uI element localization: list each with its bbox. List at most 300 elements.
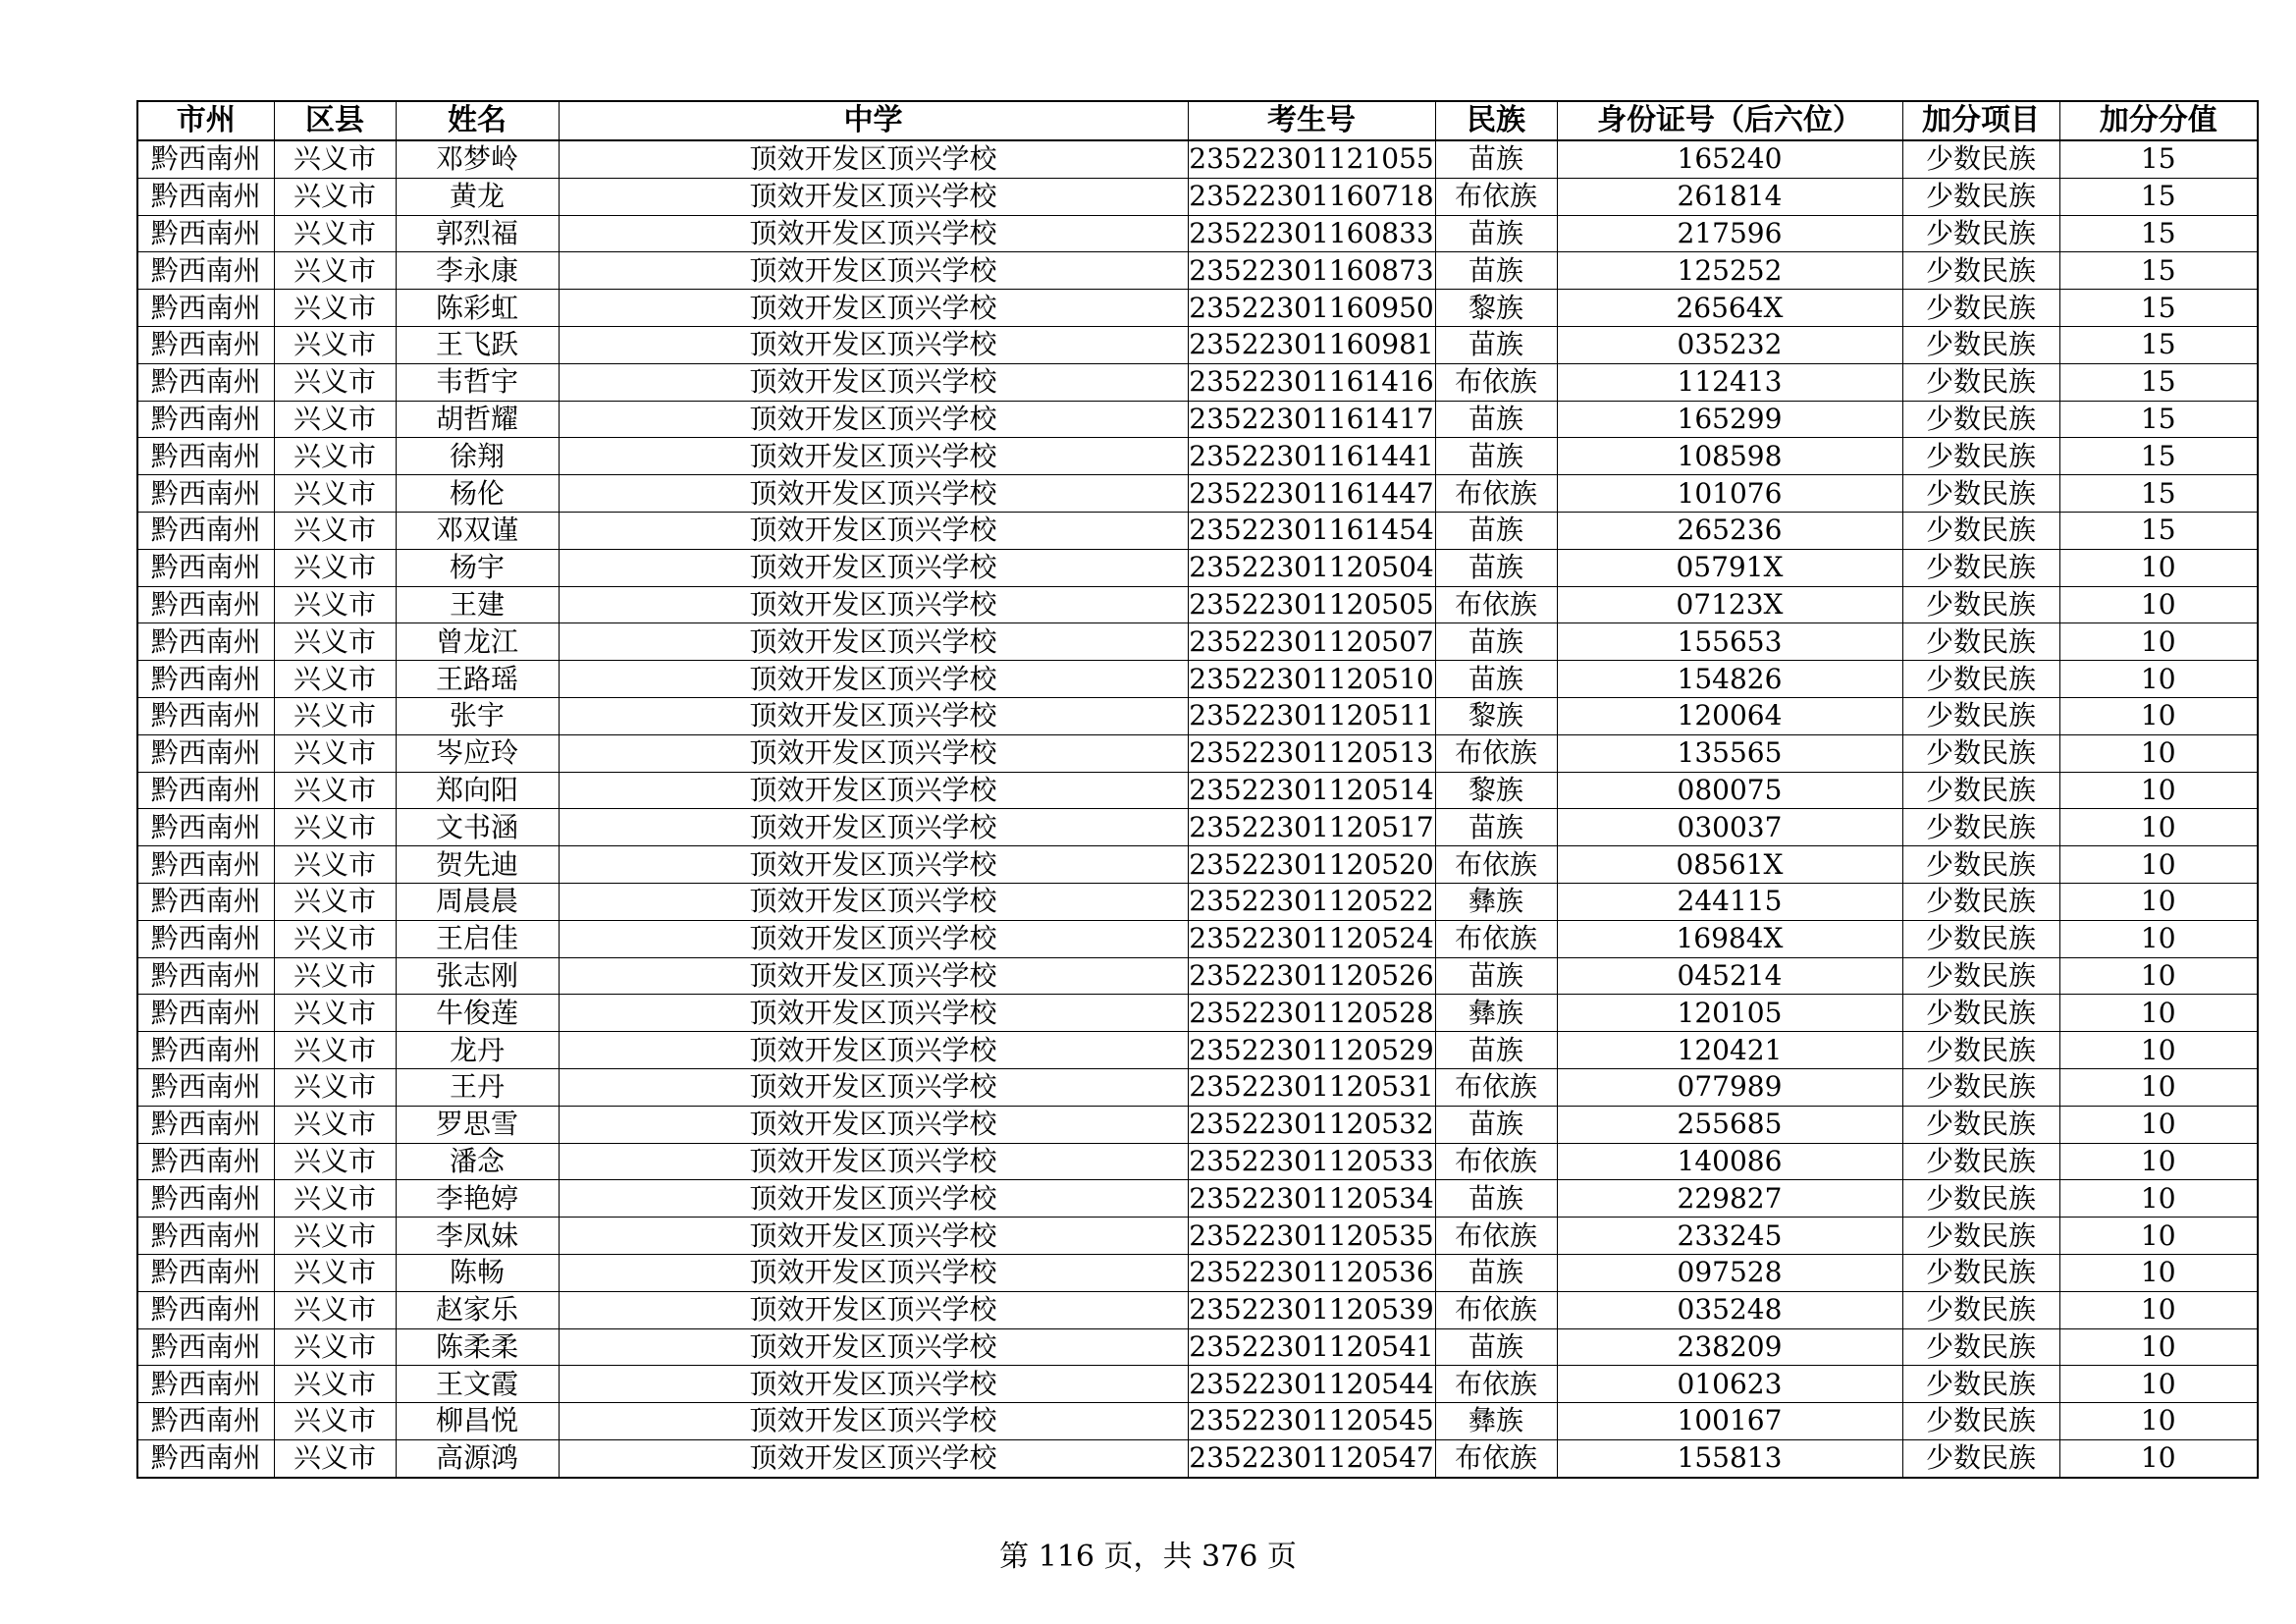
name-cell: 张志刚 [396,957,559,995]
id-suffix-cell: 030037 [1557,809,1902,846]
bonus-item-cell: 少数民族 [1902,252,2059,290]
county-cell: 兴义市 [274,1143,396,1180]
id-suffix-cell: 165299 [1557,401,1902,438]
school-cell: 顶效开发区顶兴学校 [559,697,1188,734]
table-row [137,1254,2258,1291]
city-cell: 黔西南州 [137,549,274,586]
city-cell: 黔西南州 [137,772,274,809]
ethnicity-cell: 黎族 [1435,697,1557,734]
id-suffix-cell: 125252 [1557,252,1902,290]
name-cell: 胡哲耀 [396,401,559,438]
city-cell: 黔西南州 [137,1106,274,1143]
bonus-item-cell: 少数民族 [1902,1180,2059,1218]
ethnicity-cell: 布依族 [1435,178,1557,215]
city-cell: 黔西南州 [137,1291,274,1328]
table-row [137,475,2258,513]
ethnicity-cell: 布依族 [1435,1366,1557,1403]
school-cell: 顶效开发区顶兴学校 [559,512,1188,549]
name-cell: 李永康 [396,252,559,290]
table-row [137,252,2258,290]
bonus-item-cell: 少数民族 [1902,697,2059,734]
exam-number-cell: 23522301161441 [1188,438,1435,475]
school-cell: 顶效开发区顶兴学校 [559,586,1188,623]
name-cell: 郑向阳 [396,772,559,809]
id-suffix-cell: 140086 [1557,1143,1902,1180]
exam-number-cell: 23522301160718 [1188,178,1435,215]
bonus-item-cell: 少数民族 [1902,883,2059,920]
city-cell: 黔西南州 [137,1254,274,1291]
name-cell: 郭烈福 [396,215,559,252]
table-row [137,178,2258,215]
table-row [137,401,2258,438]
bonus-points-cell: 10 [2059,1106,2258,1143]
table-row [137,363,2258,401]
bonus-item-cell: 少数民族 [1902,475,2059,513]
city-cell: 黔西南州 [137,734,274,772]
bonus-item-cell: 少数民族 [1902,586,2059,623]
id-suffix-cell: 080075 [1557,772,1902,809]
name-cell: 罗思雪 [396,1106,559,1143]
bonus-item-cell: 少数民族 [1902,846,2059,884]
name-cell: 王建 [396,586,559,623]
school-cell: 顶效开发区顶兴学校 [559,1032,1188,1069]
table-row [137,995,2258,1032]
name-cell: 王路瑶 [396,661,559,698]
id-suffix-cell: 100167 [1557,1403,1902,1440]
bonus-points-cell: 10 [2059,549,2258,586]
county-cell: 兴义市 [274,809,396,846]
ethnicity-cell: 苗族 [1435,1032,1557,1069]
id-suffix-cell: 135565 [1557,734,1902,772]
id-suffix-cell: 154826 [1557,661,1902,698]
county-cell: 兴义市 [274,252,396,290]
county-cell: 兴义市 [274,215,396,252]
bonus-item-cell: 少数民族 [1902,512,2059,549]
bonus-points-cell: 10 [2059,1032,2258,1069]
school-cell: 顶效开发区顶兴学校 [559,475,1188,513]
school-cell: 顶效开发区顶兴学校 [559,1291,1188,1328]
id-suffix-cell: 155653 [1557,623,1902,661]
bonus-points-cell: 10 [2059,1328,2258,1366]
table-row [137,290,2258,327]
exam-number-cell: 23522301120531 [1188,1068,1435,1106]
ethnicity-cell: 彝族 [1435,1403,1557,1440]
school-cell: 顶效开发区顶兴学校 [559,1403,1188,1440]
school-cell: 顶效开发区顶兴学校 [559,1106,1188,1143]
name-cell: 陈畅 [396,1254,559,1291]
table-row [137,1291,2258,1328]
ethnicity-cell: 彝族 [1435,995,1557,1032]
id-suffix-cell: 26564X [1557,290,1902,327]
bonus-points-cell: 15 [2059,140,2258,178]
school-cell: 顶效开发区顶兴学校 [559,363,1188,401]
id-suffix-cell: 045214 [1557,957,1902,995]
table-row [137,1403,2258,1440]
city-cell: 黔西南州 [137,920,274,957]
county-cell: 兴义市 [274,1439,396,1477]
id-suffix-cell: 155813 [1557,1439,1902,1477]
ethnicity-cell: 布依族 [1435,1068,1557,1106]
city-cell: 黔西南州 [137,846,274,884]
city-cell: 黔西南州 [137,809,274,846]
city-cell: 黔西南州 [137,1180,274,1218]
exam-number-cell: 23522301120529 [1188,1032,1435,1069]
exam-number-cell: 23522301160981 [1188,326,1435,363]
id-suffix-cell: 261814 [1557,178,1902,215]
column-header-bonus-points: 加分分值 [2059,101,2258,140]
ethnicity-cell: 苗族 [1435,401,1557,438]
school-cell: 顶效开发区顶兴学校 [559,1328,1188,1366]
county-cell: 兴义市 [274,1218,396,1255]
school-cell: 顶效开发区顶兴学校 [559,1068,1188,1106]
exam-number-cell: 23522301120534 [1188,1180,1435,1218]
school-cell: 顶效开发区顶兴学校 [559,178,1188,215]
county-cell: 兴义市 [274,1106,396,1143]
bonus-points-cell: 10 [2059,1254,2258,1291]
bonus-points-cell: 10 [2059,883,2258,920]
exam-number-cell: 23522301120536 [1188,1254,1435,1291]
city-cell: 黔西南州 [137,326,274,363]
school-cell: 顶效开发区顶兴学校 [559,215,1188,252]
city-cell: 黔西南州 [137,1403,274,1440]
school-cell: 顶效开发区顶兴学校 [559,883,1188,920]
table-row [137,957,2258,995]
bonus-item-cell: 少数民族 [1902,920,2059,957]
exam-number-cell: 23522301120539 [1188,1291,1435,1328]
school-cell: 顶效开发区顶兴学校 [559,809,1188,846]
exam-number-cell: 23522301161454 [1188,512,1435,549]
ethnicity-cell: 布依族 [1435,363,1557,401]
bonus-points-cell: 10 [2059,1366,2258,1403]
column-header-bonus-item: 加分项目 [1902,101,2059,140]
county-cell: 兴义市 [274,697,396,734]
bonus-item-cell: 少数民族 [1902,549,2059,586]
table-row [137,883,2258,920]
bonus-points-cell: 15 [2059,215,2258,252]
school-cell: 顶效开发区顶兴学校 [559,772,1188,809]
id-suffix-cell: 077989 [1557,1068,1902,1106]
ethnicity-cell: 苗族 [1435,215,1557,252]
city-cell: 黔西南州 [137,1439,274,1477]
county-cell: 兴义市 [274,1291,396,1328]
city-cell: 黔西南州 [137,586,274,623]
exam-number-cell: 23522301160833 [1188,215,1435,252]
table-row [137,661,2258,698]
ethnicity-cell: 苗族 [1435,140,1557,178]
city-cell: 黔西南州 [137,252,274,290]
county-cell: 兴义市 [274,1032,396,1069]
bonus-points-cell: 10 [2059,995,2258,1032]
id-suffix-cell: 05791X [1557,549,1902,586]
county-cell: 兴义市 [274,438,396,475]
table-row [137,1106,2258,1143]
county-cell: 兴义市 [274,401,396,438]
table-row [137,920,2258,957]
bonus-item-cell: 少数民族 [1902,1068,2059,1106]
id-suffix-cell: 229827 [1557,1180,1902,1218]
name-cell: 赵家乐 [396,1291,559,1328]
column-header-city: 市州 [137,101,274,140]
table-row [137,697,2258,734]
table-row [137,586,2258,623]
id-suffix-cell: 08561X [1557,846,1902,884]
column-header-name: 姓名 [396,101,559,140]
county-cell: 兴义市 [274,475,396,513]
ethnicity-cell: 彝族 [1435,883,1557,920]
school-cell: 顶效开发区顶兴学校 [559,252,1188,290]
id-suffix-cell: 255685 [1557,1106,1902,1143]
school-cell: 顶效开发区顶兴学校 [559,438,1188,475]
name-cell: 贺先迪 [396,846,559,884]
bonus-points-cell: 10 [2059,1180,2258,1218]
id-suffix-cell: 101076 [1557,475,1902,513]
name-cell: 潘念 [396,1143,559,1180]
county-cell: 兴义市 [274,290,396,327]
name-cell: 曾龙江 [396,623,559,661]
ethnicity-cell: 布依族 [1435,586,1557,623]
city-cell: 黔西南州 [137,215,274,252]
name-cell: 邓梦岭 [396,140,559,178]
bonus-points-cell: 10 [2059,661,2258,698]
table-row [137,438,2258,475]
city-cell: 黔西南州 [137,661,274,698]
table-body [137,140,2258,1478]
table-row [137,1032,2258,1069]
county-cell: 兴义市 [274,512,396,549]
table-row [137,846,2258,884]
name-cell: 龙丹 [396,1032,559,1069]
table-row [137,623,2258,661]
name-cell: 岑应玲 [396,734,559,772]
bonus-points-cell: 10 [2059,697,2258,734]
table-row [137,326,2258,363]
name-cell: 邓双谨 [396,512,559,549]
school-cell: 顶效开发区顶兴学校 [559,1218,1188,1255]
exam-number-cell: 23522301161447 [1188,475,1435,513]
id-suffix-cell: 165240 [1557,140,1902,178]
id-suffix-cell: 244115 [1557,883,1902,920]
ethnicity-cell: 苗族 [1435,957,1557,995]
page-footer: 第 116 页，共 376 页 [999,1540,1297,1574]
bonus-points-cell: 10 [2059,846,2258,884]
table-row [137,140,2258,178]
id-suffix-cell: 217596 [1557,215,1902,252]
exam-number-cell: 23522301120511 [1188,697,1435,734]
bonus-points-cell: 10 [2059,1403,2258,1440]
county-cell: 兴义市 [274,846,396,884]
column-header-exam-number: 考生号 [1188,101,1435,140]
name-cell: 张宇 [396,697,559,734]
bonus-item-cell: 少数民族 [1902,401,2059,438]
exam-number-cell: 23522301120526 [1188,957,1435,995]
bonus-item-cell: 少数民族 [1902,734,2059,772]
name-cell: 黄龙 [396,178,559,215]
table-row [137,1143,2258,1180]
county-cell: 兴义市 [274,957,396,995]
id-suffix-cell: 07123X [1557,586,1902,623]
city-cell: 黔西南州 [137,623,274,661]
ethnicity-cell: 苗族 [1435,809,1557,846]
exam-number-cell: 23522301120513 [1188,734,1435,772]
school-cell: 顶效开发区顶兴学校 [559,290,1188,327]
bonus-points-cell: 10 [2059,1068,2258,1106]
id-suffix-cell: 120105 [1557,995,1902,1032]
bonus-item-cell: 少数民族 [1902,1439,2059,1477]
ethnicity-cell: 布依族 [1435,734,1557,772]
city-cell: 黔西南州 [137,1218,274,1255]
table-row [137,1328,2258,1366]
id-suffix-cell: 238209 [1557,1328,1902,1366]
exam-number-cell: 23522301120507 [1188,623,1435,661]
bonus-item-cell: 少数民族 [1902,326,2059,363]
column-header-ethnicity: 民族 [1435,101,1557,140]
id-suffix-cell: 120421 [1557,1032,1902,1069]
name-cell: 韦哲宇 [396,363,559,401]
county-cell: 兴义市 [274,1180,396,1218]
city-cell: 黔西南州 [137,178,274,215]
id-suffix-cell: 035248 [1557,1291,1902,1328]
id-suffix-cell: 035232 [1557,326,1902,363]
exam-number-cell: 23522301120544 [1188,1366,1435,1403]
name-cell: 李艳婷 [396,1180,559,1218]
city-cell: 黔西南州 [137,883,274,920]
ethnicity-cell: 苗族 [1435,1106,1557,1143]
table-row [137,549,2258,586]
column-header-id-suffix: 身份证号（后六位） [1557,101,1902,140]
id-suffix-cell: 112413 [1557,363,1902,401]
county-cell: 兴义市 [274,1328,396,1366]
bonus-points-cell: 15 [2059,290,2258,327]
ethnicity-cell: 黎族 [1435,772,1557,809]
school-cell: 顶效开发区顶兴学校 [559,1366,1188,1403]
name-cell: 陈柔柔 [396,1328,559,1366]
name-cell: 杨伦 [396,475,559,513]
county-cell: 兴义市 [274,140,396,178]
ethnicity-cell: 布依族 [1435,1218,1557,1255]
bonus-item-cell: 少数民族 [1902,809,2059,846]
exam-number-cell: 23522301120524 [1188,920,1435,957]
bonus-item-cell: 少数民族 [1902,772,2059,809]
name-cell: 王飞跃 [396,326,559,363]
ethnicity-cell: 苗族 [1435,1180,1557,1218]
ethnicity-cell: 苗族 [1435,326,1557,363]
city-cell: 黔西南州 [137,290,274,327]
ethnicity-cell: 苗族 [1435,1254,1557,1291]
exam-number-cell: 23522301161417 [1188,401,1435,438]
bonus-points-cell: 10 [2059,586,2258,623]
city-cell: 黔西南州 [137,140,274,178]
city-cell: 黔西南州 [137,438,274,475]
bonus-item-cell: 少数民族 [1902,1218,2059,1255]
county-cell: 兴义市 [274,623,396,661]
city-cell: 黔西南州 [137,995,274,1032]
county-cell: 兴义市 [274,1068,396,1106]
exam-number-cell: 23522301120505 [1188,586,1435,623]
city-cell: 黔西南州 [137,1143,274,1180]
bonus-item-cell: 少数民族 [1902,438,2059,475]
school-cell: 顶效开发区顶兴学校 [559,549,1188,586]
name-cell: 王启佳 [396,920,559,957]
table-row [137,215,2258,252]
school-cell: 顶效开发区顶兴学校 [559,1143,1188,1180]
school-cell: 顶效开发区顶兴学校 [559,920,1188,957]
exam-number-cell: 23522301120504 [1188,549,1435,586]
city-cell: 黔西南州 [137,512,274,549]
ethnicity-cell: 布依族 [1435,1143,1557,1180]
bonus-points-cell: 15 [2059,512,2258,549]
bonus-points-cell: 10 [2059,734,2258,772]
school-cell: 顶效开发区顶兴学校 [559,734,1188,772]
bonus-item-cell: 少数民族 [1902,290,2059,327]
column-header-school: 中学 [559,101,1188,140]
exam-number-cell: 23522301120514 [1188,772,1435,809]
exam-number-cell: 23522301120517 [1188,809,1435,846]
bonus-item-cell: 少数民族 [1902,140,2059,178]
bonus-points-cell: 10 [2059,623,2258,661]
county-cell: 兴义市 [274,661,396,698]
bonus-points-cell: 15 [2059,438,2258,475]
city-cell: 黔西南州 [137,475,274,513]
school-cell: 顶效开发区顶兴学校 [559,957,1188,995]
bonus-item-cell: 少数民族 [1902,1291,2059,1328]
bonus-item-cell: 少数民族 [1902,1328,2059,1366]
id-suffix-cell: 120064 [1557,697,1902,734]
county-cell: 兴义市 [274,326,396,363]
name-cell: 王丹 [396,1068,559,1106]
exam-number-cell: 23522301120541 [1188,1328,1435,1366]
bonus-points-cell: 10 [2059,957,2258,995]
exam-number-cell: 23522301120520 [1188,846,1435,884]
city-cell: 黔西南州 [137,1328,274,1366]
ethnicity-cell: 布依族 [1435,846,1557,884]
county-cell: 兴义市 [274,549,396,586]
school-cell: 顶效开发区顶兴学校 [559,401,1188,438]
bonus-item-cell: 少数民族 [1902,957,2059,995]
bonus-points-cell: 15 [2059,252,2258,290]
school-cell: 顶效开发区顶兴学校 [559,1254,1188,1291]
ethnicity-cell: 苗族 [1435,661,1557,698]
school-cell: 顶效开发区顶兴学校 [559,1439,1188,1477]
ethnicity-cell: 苗族 [1435,1328,1557,1366]
county-cell: 兴义市 [274,586,396,623]
bonus-points-cell: 10 [2059,1291,2258,1328]
city-cell: 黔西南州 [137,1366,274,1403]
school-cell: 顶效开发区顶兴学校 [559,623,1188,661]
bonus-points-cell: 10 [2059,1439,2258,1477]
bonus-item-cell: 少数民族 [1902,215,2059,252]
table-row [137,1180,2258,1218]
name-cell: 徐翔 [396,438,559,475]
bonus-points-cell: 15 [2059,326,2258,363]
bonus-points-table [136,100,2259,1479]
ethnicity-cell: 苗族 [1435,623,1557,661]
table-row [137,512,2258,549]
exam-number-cell: 23522301121055 [1188,140,1435,178]
bonus-item-cell: 少数民族 [1902,363,2059,401]
name-cell: 高源鸿 [396,1439,559,1477]
county-cell: 兴义市 [274,178,396,215]
school-cell: 顶效开发区顶兴学校 [559,846,1188,884]
school-cell: 顶效开发区顶兴学校 [559,661,1188,698]
county-cell: 兴义市 [274,995,396,1032]
exam-number-cell: 23522301120545 [1188,1403,1435,1440]
ethnicity-cell: 苗族 [1435,438,1557,475]
ethnicity-cell: 布依族 [1435,475,1557,513]
city-cell: 黔西南州 [137,1068,274,1106]
bonus-item-cell: 少数民族 [1902,1403,2059,1440]
bonus-item-cell: 少数民族 [1902,1106,2059,1143]
exam-number-cell: 23522301120510 [1188,661,1435,698]
